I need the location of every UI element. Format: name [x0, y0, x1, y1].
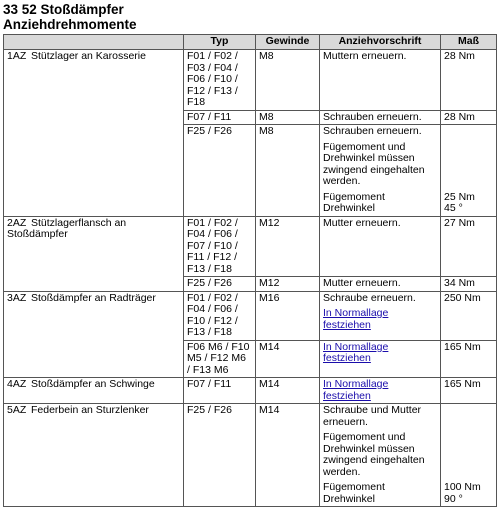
- cell-mass: 28 Nm: [441, 50, 497, 111]
- cell-vorschrift: Mutter erneuern.: [320, 216, 441, 277]
- row-description: Stoßdämpfer an Schwinge: [31, 378, 155, 390]
- cell-mass: 165 Nm: [441, 340, 497, 378]
- cell-gewinde: M12: [256, 216, 320, 277]
- column-header-gewinde: Gewinde: [256, 35, 320, 50]
- cell-vorschrift: [320, 291, 441, 340]
- row-label-5az: [4, 404, 184, 507]
- normallage-link[interactable]: In Normallage festziehen: [323, 307, 389, 331]
- cell-gewinde: M12: [256, 277, 320, 292]
- table-row: [4, 378, 497, 404]
- row-description: Stoßdämpfer an Radträger: [31, 291, 156, 304]
- cell-typ: F01 / F02 / F04 / F06 / F10 / F12 / F13 / F18: [184, 291, 256, 340]
- row-code: 4AZ: [7, 378, 27, 390]
- mass-value: 90 °: [444, 492, 463, 505]
- normallage-link[interactable]: In Normallage festziehen: [323, 378, 389, 402]
- normallage-link[interactable]: In Normallage festziehen: [323, 340, 389, 364]
- vorschrift-line: Schraube erneuern.: [323, 291, 416, 304]
- vorschrift-line: Fügemoment und Drehwinkel müssen zwingend eingehalten werden.: [323, 431, 425, 478]
- cell-vorschrift: [320, 404, 441, 507]
- cell-vorschrift: [320, 378, 441, 404]
- vorschrift-line: Fügemoment: [323, 481, 385, 493]
- cell-typ: F01 / F02 / F04 / F06 / F07 / F10 / F11 / F12 / F13 / F18: [184, 216, 256, 277]
- cell-vorschrift: Schrauben erneuern.: [320, 110, 441, 125]
- cell-mass: 250 Nm: [441, 291, 497, 340]
- table-row: [4, 404, 497, 507]
- row-label-3az: [4, 291, 184, 378]
- vorschrift-line: Drehwinkel: [323, 202, 375, 214]
- cell-gewinde: M14: [256, 404, 320, 507]
- cell-mass: 34 Nm: [441, 277, 497, 292]
- cell-typ: F06 M6 / F10 M5 / F12 M6 / F13 M6: [184, 340, 256, 378]
- vorschrift-line: Schraube und Mutter erneuern.: [323, 404, 422, 428]
- row-label-4az: [4, 378, 184, 404]
- cell-gewinde: M16: [256, 291, 320, 340]
- cell-typ: F07 / F11: [184, 378, 256, 404]
- page-subtitle: Anziehdrehmomente: [3, 17, 137, 32]
- cell-vorschrift: Muttern erneuern.: [320, 50, 441, 111]
- mass-value: 100 Nm: [444, 481, 481, 493]
- cell-mass: [441, 404, 497, 507]
- cell-typ: F25 / F26: [184, 125, 256, 217]
- row-label-2az: [4, 216, 184, 291]
- column-header-blank: [4, 35, 184, 50]
- row-code: 2AZ: [7, 216, 27, 229]
- row-description: Stützlager an Karosserie: [31, 50, 146, 62]
- cell-mass: [441, 125, 497, 217]
- cell-gewinde: M8: [256, 110, 320, 125]
- table-header-row: [4, 35, 497, 50]
- row-code: 5AZ: [7, 404, 27, 416]
- column-header-typ: Typ: [184, 35, 256, 50]
- cell-typ: F25 / F26: [184, 404, 256, 507]
- cell-vorschrift: [320, 340, 441, 378]
- cell-mass: 28 Nm: [441, 110, 497, 125]
- row-code: 3AZ: [7, 291, 27, 304]
- cell-mass: 27 Nm: [441, 216, 497, 277]
- table-row: [4, 216, 497, 277]
- torque-table: [3, 34, 497, 507]
- cell-typ: F25 / F26: [184, 277, 256, 292]
- page-title: 33 52 Stoßdämpfer: [3, 2, 124, 17]
- column-header-mass: Maß: [441, 35, 497, 50]
- vorschrift-line: Fügemoment und Drehwinkel müssen zwingend eingehalten werden.: [323, 140, 425, 187]
- mass-value: 25 Nm: [444, 190, 475, 203]
- row-code: 1AZ: [7, 50, 27, 62]
- row-label-1az: [4, 50, 184, 217]
- column-header-anziehvorschrift: Anziehvorschrift: [320, 35, 441, 50]
- table-row: [4, 50, 497, 111]
- row-description: Stützlagerflansch an Stoßdämpfer: [7, 216, 127, 240]
- cell-mass: 165 Nm: [441, 378, 497, 404]
- cell-vorschrift: [320, 125, 441, 217]
- cell-gewinde: M14: [256, 378, 320, 404]
- table-row: [4, 291, 497, 340]
- cell-typ: F01 / F02 / F03 / F04 / F06 / F10 / F12 / F13 / F18: [184, 50, 256, 111]
- cell-typ: F07 / F11: [184, 110, 256, 125]
- mass-value: 45 °: [444, 202, 463, 214]
- vorschrift-line: Drehwinkel: [323, 492, 375, 505]
- cell-gewinde: M14: [256, 340, 320, 378]
- vorschrift-line: Fügemoment: [323, 190, 385, 203]
- cell-gewinde: M8: [256, 50, 320, 111]
- vorschrift-line: Schrauben erneuern.: [323, 125, 422, 137]
- row-description: Federbein an Sturzlenker: [31, 404, 149, 416]
- cell-gewinde: M8: [256, 125, 320, 217]
- cell-vorschrift: Mutter erneuern.: [320, 277, 441, 292]
